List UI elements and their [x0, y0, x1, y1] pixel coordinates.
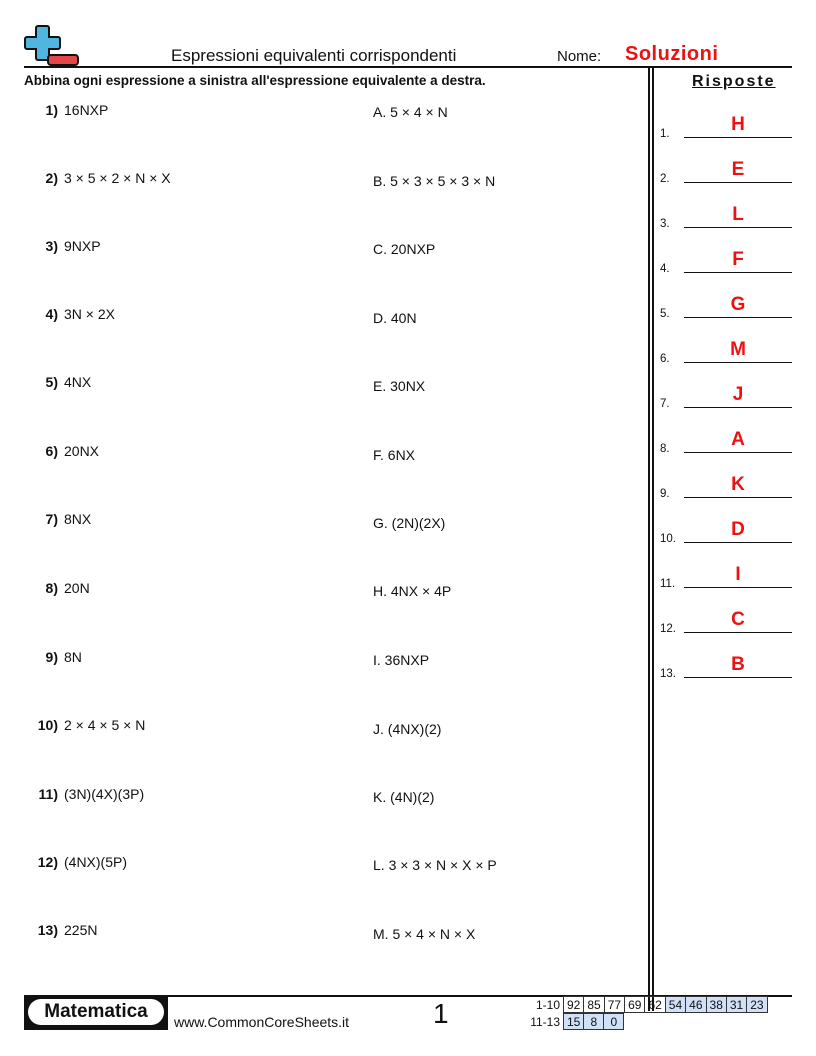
answer-letter: L — [732, 204, 744, 225]
answer-2: 2. E — [660, 165, 792, 185]
answer-line — [684, 272, 792, 274]
answer-letter: G — [730, 294, 746, 315]
answer-3: 3. L — [660, 210, 792, 230]
score-row-1-10: 92 85 77 69 62 54 46 38 31 23 — [563, 996, 768, 1013]
answer-letter: D — [731, 519, 745, 540]
answer-letter: C — [731, 609, 745, 630]
answer-letter: J — [732, 384, 744, 405]
problem-8: 8) 20N — [45, 580, 90, 596]
problem-7: 7) 8NX — [45, 511, 92, 527]
answers-title: Risposte — [692, 73, 776, 90]
answer-line — [684, 677, 792, 679]
problem-11: 11) (3N)(4X)(3P) — [38, 786, 145, 802]
problem-expression: 225N — [64, 922, 98, 938]
answer-11: 11. I — [660, 570, 792, 590]
choice-c: C. 20NXP — [373, 241, 436, 257]
score-row-11-13: 15 8 0 — [563, 1013, 624, 1030]
plus-minus-logo-icon — [24, 25, 80, 67]
answer-letter: M — [730, 339, 746, 360]
answer-line — [684, 542, 792, 544]
answer-line — [684, 587, 792, 589]
problem-13: 13) 225N — [37, 922, 98, 938]
problem-expression: 9NXP — [64, 238, 101, 254]
problem-10: 10) 2 × 4 × 5 × N — [37, 717, 146, 733]
choice-h: H. 4NX × 4P — [373, 583, 452, 599]
choice-k: K. (4N)(2) — [373, 789, 435, 805]
answer-letter: E — [731, 159, 745, 180]
problem-expression: 20N — [64, 580, 90, 596]
answer-1: 1. H — [660, 120, 792, 140]
problem-9: 9) 8N — [45, 649, 82, 665]
site-url: www.CommonCoreSheets.it — [174, 1014, 350, 1030]
answer-line — [684, 497, 792, 499]
choice-e: E. 30NX — [373, 378, 426, 394]
problem-3: 3) 9NXP — [45, 238, 101, 254]
answer-line — [684, 137, 792, 139]
header-divider — [24, 66, 792, 68]
answer-line — [684, 632, 792, 634]
answer-7: 7. J — [660, 390, 792, 410]
score-row-label: 1-10 — [535, 998, 560, 1012]
answer-4: 4. F — [660, 255, 792, 275]
page-number: 1 — [433, 998, 449, 1029]
choice-a: A. 5 × 4 × N — [373, 104, 448, 120]
answer-letter: I — [735, 564, 741, 585]
answer-10: 10. D — [660, 525, 792, 545]
answer-letter: F — [732, 249, 744, 270]
answer-letter: A — [731, 429, 745, 450]
answer-8: 8. A — [660, 435, 792, 455]
answer-letter: B — [731, 654, 745, 675]
choice-b: B. 5 × 3 × 5 × 3 × N — [373, 173, 496, 189]
problem-expression: 20NX — [64, 443, 100, 459]
problem-5: 5) 4NX — [45, 374, 92, 390]
problem-expression: 4NX — [64, 374, 92, 390]
score-row-label: 11-13 — [530, 1015, 560, 1029]
problem-4: 4) 3N × 2X — [45, 306, 115, 322]
answer-6: 6. M — [660, 345, 792, 365]
answer-line — [684, 407, 792, 409]
answer-12: 12. C — [660, 615, 792, 635]
worksheet-title: Espressioni equivalenti corrispondenti — [171, 46, 457, 65]
choice-m: M. 5 × 4 × N × X — [373, 926, 476, 942]
problem-expression: (3N)(4X)(3P) — [64, 786, 145, 802]
answer-line — [684, 362, 792, 364]
answer-9: 9. K — [660, 480, 792, 500]
answer-5: 5. G — [660, 300, 792, 320]
problem-expression: (4NX)(5P) — [64, 854, 128, 870]
problem-expression: 3 × 5 × 2 × N × X — [64, 170, 171, 186]
problem-12: 12) (4NX)(5P) — [37, 854, 128, 870]
problem-expression: 8NX — [64, 511, 92, 527]
choice-l: L. 3 × 3 × N × X × P — [373, 857, 497, 873]
answer-13: 13. B — [660, 660, 792, 680]
choice-g: G. (2N)(2X) — [373, 515, 446, 531]
problem-expression: 3N × 2X — [64, 306, 115, 322]
problem-2: 2) 3 × 5 × 2 × N × X — [45, 170, 171, 186]
answer-line — [684, 452, 792, 454]
problem-expression: 2 × 4 × 5 × N — [64, 717, 146, 733]
answer-line — [684, 227, 792, 229]
problem-expression: 8N — [64, 649, 82, 665]
brand-badge — [24, 996, 168, 1030]
answer-letter: K — [731, 474, 745, 495]
problem-expression: 16NXP — [64, 102, 109, 118]
name-label: Nome: — [557, 48, 602, 65]
brand-label: Matematica — [28, 999, 164, 1025]
choice-d: D. 40N — [373, 310, 417, 326]
choice-f: F. 6NX — [373, 447, 416, 463]
column-divider — [648, 67, 654, 1011]
name-value: Soluzioni — [625, 43, 719, 65]
answer-letter: H — [731, 114, 745, 135]
choice-j: J. (4NX)(2) — [373, 721, 442, 737]
instructions: Abbina ogni espressione a sinistra all'espressione equivalente a destra. — [24, 73, 486, 88]
answer-line — [684, 182, 792, 184]
problem-1: 1) 16NXP — [45, 102, 109, 118]
answer-line — [684, 317, 792, 319]
problem-6: 6) 20NX — [45, 443, 100, 459]
choice-i: I. 36NXP — [373, 652, 430, 668]
